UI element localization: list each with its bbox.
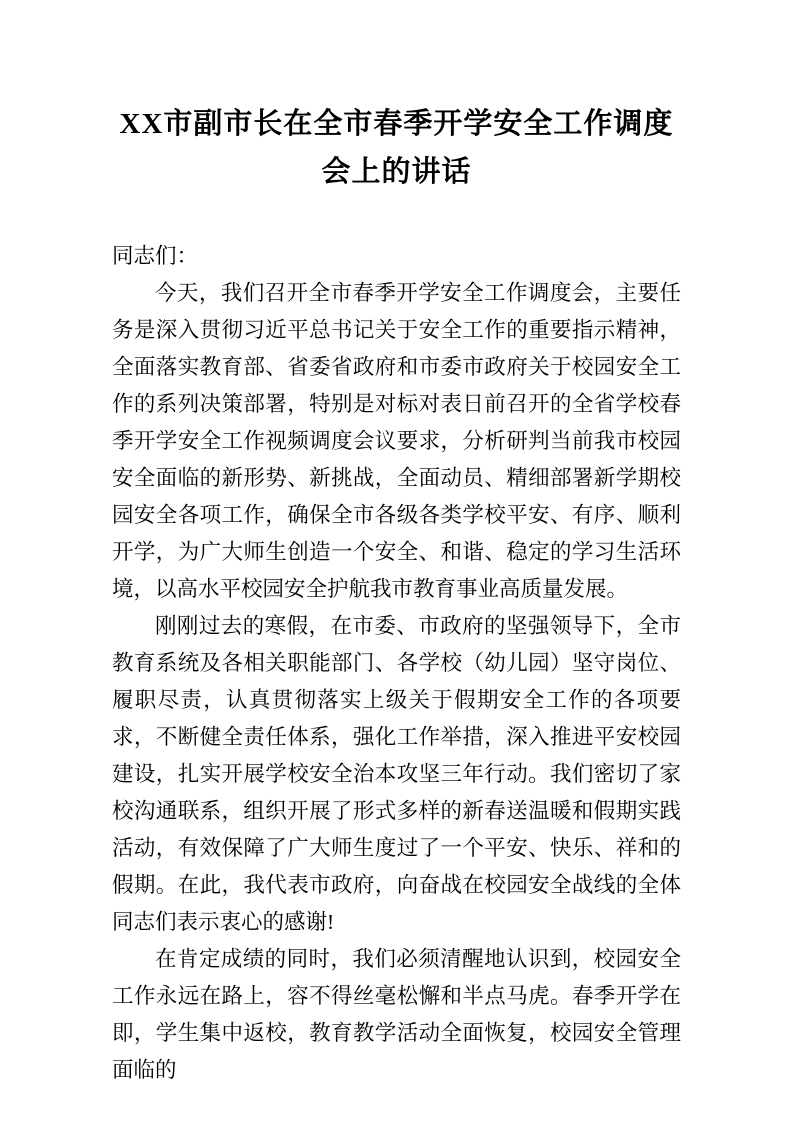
paragraph-1: 今天，我们召开全市春季开学安全工作调度会，主要任务是深入贯彻习近平总书记关于安全工作的重要指示精神，全面落实教育部、省委省政府和市委市政府关于校园安全工作的系列决策部署，特别是对标对表日前召开的全省学校春季开学安全工作视频调度会议要求，分析研判当前我市校园安全面临的新形势、新挑战，全面动员、精细部署新学期校园安全各项工作，确保全市各级各类学校平安、有序、顺利开学，为广大师生创造一个安全、和谐、稳定的学习生活环境，以高水平校园安全护航我市教育事业高质量发展。 (112, 281, 681, 601)
document-body (112, 238, 681, 1089)
paragraph-3: 在肯定成绩的同时，我们必须清醒地认识到，校园安全工作永远在路上，容不得丝毫松懈和半点马虎。春季开学在即，学生集中返校，教育教学活动全面恢复，校园安全管理面临的 (112, 947, 681, 1082)
document-title: XX市副市长在全市春季开学安全工作调度会上的讲话 (119, 108, 674, 188)
salutation: 同志们： (112, 244, 199, 268)
paragraph-2: 刚刚过去的寒假，在市委、市政府的坚强领导下，全市教育系统及各相关职能部门、各学校（幼儿园）坚守岗位、履职尽责，认真贯彻落实上级关于假期安全工作的各项要求，不断健全责任体系，强化工作举措，深入推进平安校园建设，扎实开展学校安全治本攻坚三年行动。我们密切了家校沟通联系，组织开展了形式多样的新春送温暖和假期实践活动，有效保障了广大师生度过了一个平安、快乐、祥和的假期。在此，我代表市政府，向奋战在校园安全战线的全体同志们表示衷心的感谢! (112, 614, 681, 934)
